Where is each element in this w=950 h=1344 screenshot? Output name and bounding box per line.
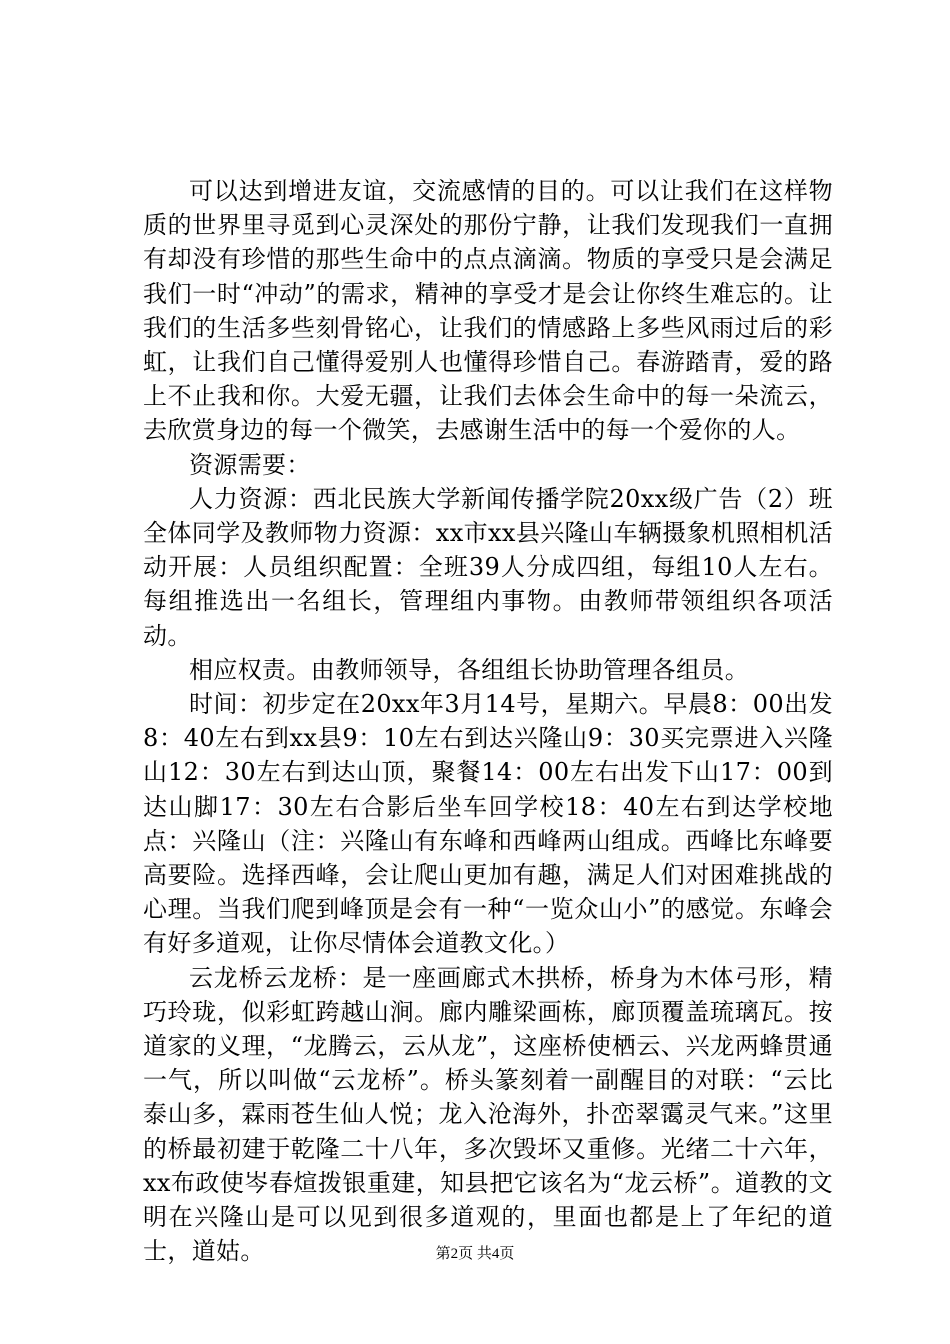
paragraph-resources-heading: 资源需要： [189,450,311,479]
paragraph-intro: 可以达到增进友谊，交流感情的目的。可以让我们在这样物质的世界里寻觅到心灵深处的那份宁静，让我们发现我们一直拥有却没有珍惜的那些生命中的点点滴滴。物质的享受只是会满足我们一时“冲动”的需求，精神的享受才是会让你终生难忘的。让我们的生活多些刻骨铭心，让我们的情感路上多些风雨过后的彩虹，让我们自己懂得爱别人也懂得珍惜自己。春游踏青，爱的路上不止我和你。大爱无疆，让我们去体会生命中的每一朵流云，去欣赏身边的每一个微笑，去感谢生活中的每一个爱你的人。 [143,177,833,445]
paragraph-responsibilities: 相应权责。由教师领导，各组组长协助管理各组员。 [189,655,750,684]
page-number-footer: 第2页 共4页 [435,1246,515,1262]
document-body [143,174,833,1269]
paragraph-human-resources: 人力资源：西北民族大学新闻传播学院20xx级广告（2）班全体同学及教师物力资源：xx市xx县兴隆山车辆摄象机照相机活动开展：人员组织配置：全班39人分成四组，每组10人左右。每组推选出一名组长，管理组内事物。由教师带领组织各项活动。 [143,484,833,650]
paragraph-yunlong-bridge: 云龙桥云龙桥：是一座画廊式木拱桥，桥身为木体弓形，精巧玲珑，似彩虹跨越山涧。廊内雕梁画栋，廊顶覆盖琉璃瓦。按道家的义理，“龙腾云，云从龙”，这座桥使栖云、兴龙两蜂贯通一气，所以叫做“云龙桥”。桥头篆刻着一副醒目的对联：“云比泰山多，霖雨苍生仙人悦；龙入沧海外，扑峦翠霭灵气来。”这里的桥最初建于乾隆二十八年，多次毁坏又重修。光绪二十六年，xx布政使岑春煊拨银重建，知县把它该名为“龙云桥”。道教的文明在兴隆山是可以见到很多道观的，里面也都是上了年纪的道士，道姑。 [143,963,833,1266]
paragraph-schedule: 时间：初步定在20xx年3月14号，星期六。早晨8：00出发8：40左右到xx县9：10左右到达兴隆山9：30买完票进入兴隆山12：30左右到达山顶，聚餐14：00左右出发下山17：00到达山脚17：30左右合影后坐车回学校18：40左右到达学校地点：兴隆山（注：兴隆山有东峰和西峰两山组成。西峰比东峰要高要险。选择西峰，会让爬山更加有趣，满足人们对困难挑战的心理。当我们爬到峰顶是会有一种“一览众山小”的感觉。东峰会有好多道观，让你尽情体会道教文化。） [143,690,833,958]
